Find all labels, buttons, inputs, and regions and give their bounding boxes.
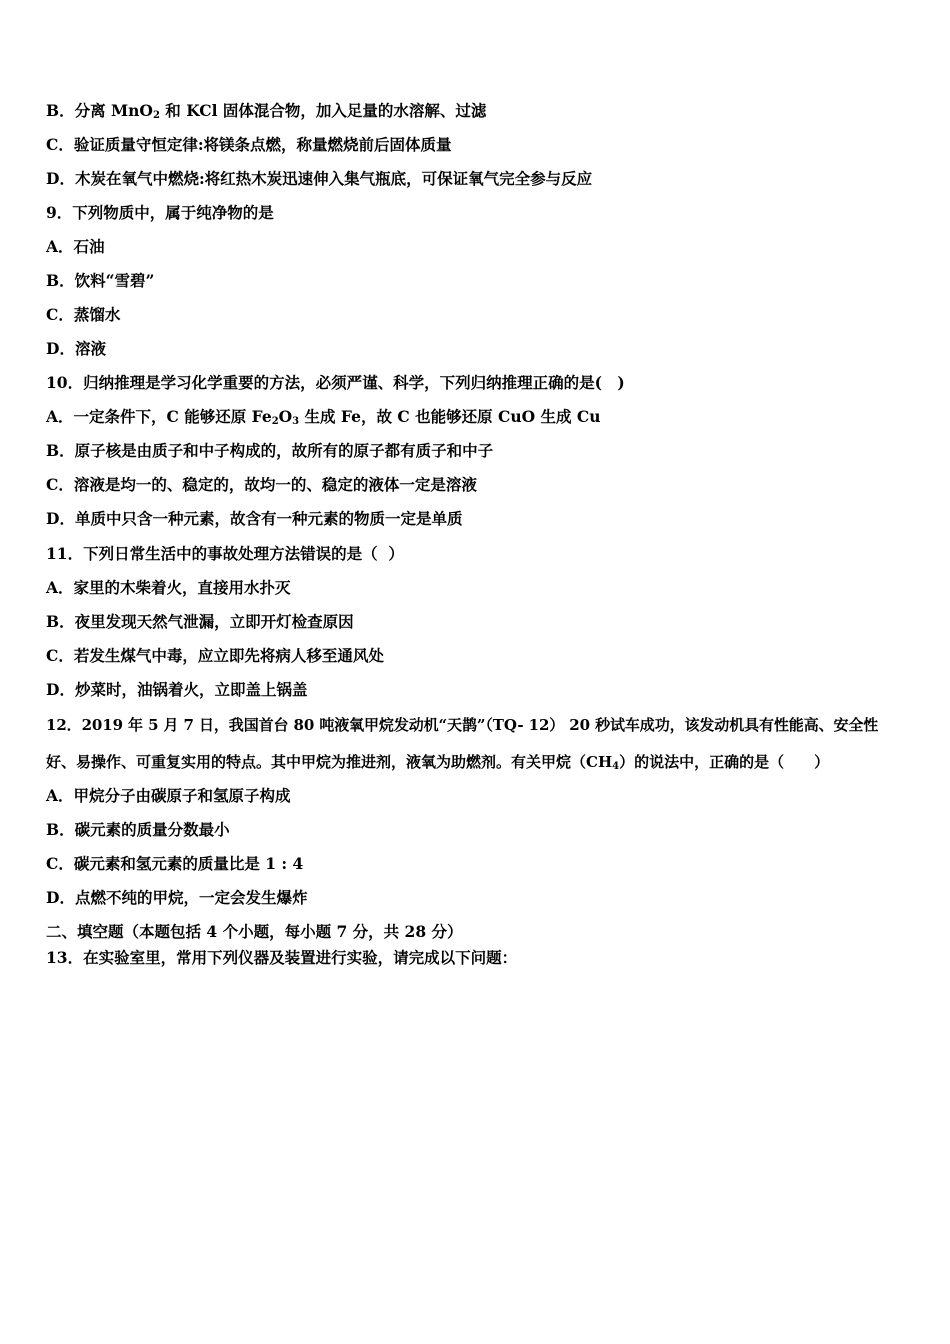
q12-line2-text-2: ）的说法中，正确的是（ ） xyxy=(619,753,830,771)
q10a-text-2: O xyxy=(278,407,293,426)
q8-option-b xyxy=(46,101,910,121)
q9-option-c: C．蒸馏水 xyxy=(46,305,121,324)
q11-option-d: D．炒菜时，油锅着火，立即盖上锅盖 xyxy=(46,680,308,699)
question-9: 9．下列物质中，属于纯净物的是 xyxy=(46,203,274,222)
q11-option-a: A．家里的木柴着火，直接用水扑灭 xyxy=(46,578,291,597)
q10a-text-3: 生成 Fe，故 C 也能够还原 CuO 生成 Cu xyxy=(299,407,601,426)
q10a-text-1: A．一定条件下，C 能够还原 Fe xyxy=(46,407,272,426)
q10a-subscript-1: 2 xyxy=(271,416,279,427)
q8-option-d: D．木炭在氧气中燃烧:将红热木炭迅速伸入集气瓶底，可保证氧气完全参与反应 xyxy=(46,169,593,188)
q11-option-c: C．若发生煤气中毒，应立即先将病人移至通风处 xyxy=(46,646,384,665)
q12-option-a: A．甲烷分子由碳原子和氢原子构成 xyxy=(46,786,291,805)
q11-option-b: B．夜里发现天然气泄漏，立即开灯检查原因 xyxy=(46,612,354,631)
q12-line2-subscript: 4 xyxy=(612,761,620,772)
q9-option-a: A．石油 xyxy=(46,237,105,256)
question-12-line-2 xyxy=(46,752,910,772)
q12-option-d: D．点燃不纯的甲烷，一定会发生爆炸 xyxy=(46,888,308,907)
q12-option-c: C．碳元素和氢元素的质量比是 1 : 4 xyxy=(46,854,304,873)
q12-option-b: B．碳元素的质量分数最小 xyxy=(46,820,230,839)
q10-option-d: D．单质中只含一种元素，故含有一种元素的物质一定是单质 xyxy=(46,509,463,528)
q8-option-c: C．验证质量守恒定律:将镁条点燃，称量燃烧前后固体质量 xyxy=(46,135,452,154)
q10a-subscript-2: 3 xyxy=(292,416,300,427)
q9-option-d: D．溶液 xyxy=(46,339,106,358)
q10-option-b: B．原子核是由质子和中子构成的，故所有的原子都有质子和中子 xyxy=(46,441,494,460)
section-2-heading: 二、填空题（本题包括 4 个小题，每小题 7 分，共 28 分） xyxy=(46,922,463,941)
q8b-text-1: B．分离 MnO xyxy=(46,101,153,120)
question-11: 11．下列日常生活中的事故处理方法错误的是（ ） xyxy=(46,544,404,563)
question-13: 13．在实验室里，常用下列仪器及装置进行实验，请完成以下问题： xyxy=(46,948,518,967)
question-10: 10．归纳推理是学习化学重要的方法，必须严谨、科学，下列归纳推理正确的是( ) xyxy=(46,373,625,392)
q8b-subscript: 2 xyxy=(152,110,160,121)
q9-option-b: B．饮料“雪碧” xyxy=(46,271,155,290)
q12-line2-text-1: 好、易操作、可重复实用的特点。其中甲烷为推进剂，液氧为助燃剂。有关甲烷（CH xyxy=(46,753,613,771)
q10-option-c: C．溶液是均一的、稳定的，故均一的、稳定的液体一定是溶液 xyxy=(46,475,477,494)
q10-option-a xyxy=(46,407,910,427)
question-12-line-1: 12．2019 年 5 月 7 日，我国首台 80 吨液氧甲烷发动机“天鹊”（TQ- 12） 20 秒试车成功，该发动机具有性能高、安全性 xyxy=(46,716,879,734)
q8b-text-2: 和 KCl 固体混合物，加入足量的水溶解、过滤 xyxy=(159,101,487,120)
